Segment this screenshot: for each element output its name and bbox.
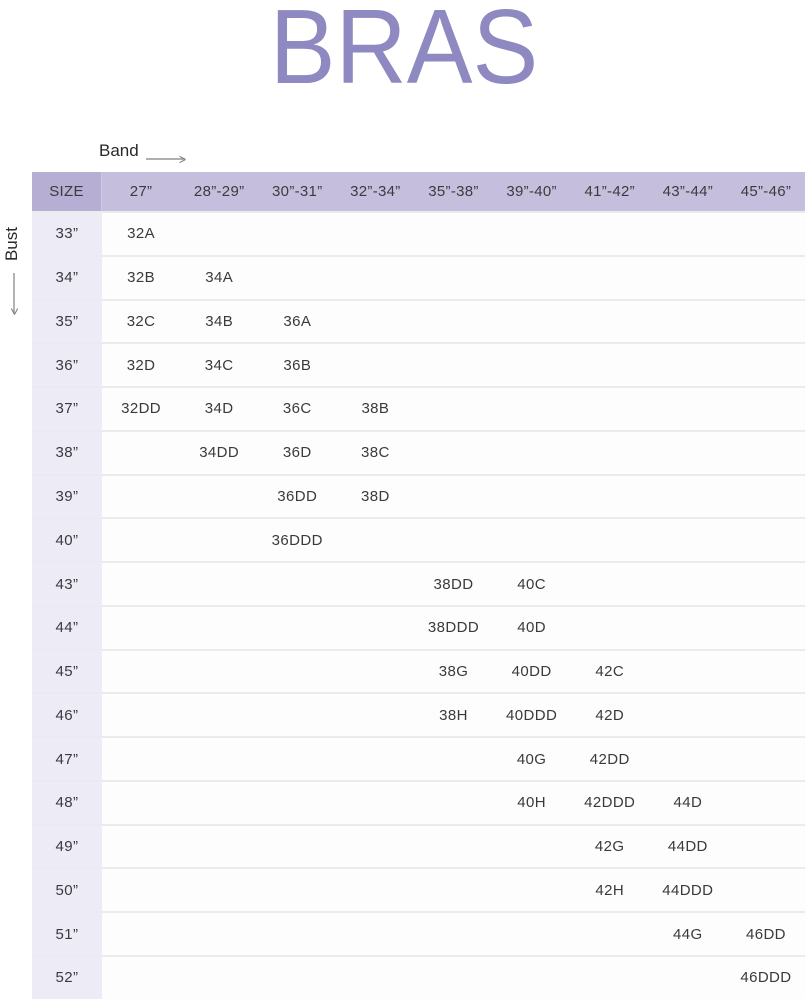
bra-size-cell <box>180 607 258 649</box>
bra-size-cell <box>102 957 180 999</box>
bra-size-cell <box>336 651 414 693</box>
bra-size-cell: 42H <box>571 869 649 911</box>
bra-size-cell <box>571 476 649 518</box>
bra-size-cell <box>336 563 414 605</box>
bra-size-cell <box>336 957 414 999</box>
bra-size-cell: 32B <box>102 257 180 299</box>
bra-size-cell <box>493 957 571 999</box>
table-row <box>32 561 805 605</box>
table-row <box>32 649 805 693</box>
bra-size-cell: 34A <box>180 257 258 299</box>
table-row <box>32 255 805 299</box>
bust-size-label: 45” <box>32 651 102 693</box>
bra-size-cell <box>414 913 492 955</box>
bra-size-cell <box>493 826 571 868</box>
bust-size-label: 35” <box>32 301 102 343</box>
bra-size-cell <box>102 519 180 561</box>
bra-size-cell <box>258 826 336 868</box>
bra-size-cell <box>102 476 180 518</box>
bra-size-cell <box>649 651 727 693</box>
table-row <box>32 386 805 430</box>
bra-size-cell <box>414 388 492 430</box>
bra-size-cell: 36A <box>258 301 336 343</box>
bra-size-cell: 36DD <box>258 476 336 518</box>
bust-size-label: 47” <box>32 738 102 780</box>
bra-size-cell: 44DDD <box>649 869 727 911</box>
bra-size-cell: 40G <box>493 738 571 780</box>
bra-size-cell <box>727 738 805 780</box>
column-header-band-30-31: 30”-31” <box>272 183 323 200</box>
bra-size-cell <box>649 432 727 474</box>
bra-size-cell <box>336 607 414 649</box>
bra-size-cell <box>102 782 180 824</box>
bra-size-cell <box>493 301 571 343</box>
bra-size-cell: 46DD <box>727 913 805 955</box>
table-row <box>32 517 805 561</box>
bra-size-cell <box>571 344 649 386</box>
bra-size-cell <box>336 301 414 343</box>
column-header-band-41-42: 41”-42” <box>584 183 635 200</box>
table-row <box>32 867 805 911</box>
bra-size-cell <box>258 563 336 605</box>
bra-size-cell <box>336 694 414 736</box>
bra-size-cell: 36D <box>258 432 336 474</box>
bra-size-cell: 40DDD <box>493 694 571 736</box>
bra-size-cell <box>102 432 180 474</box>
bra-size-cell: 38G <box>414 651 492 693</box>
bra-size-cell: 38C <box>336 432 414 474</box>
bra-size-cell <box>258 694 336 736</box>
bra-size-cell <box>649 301 727 343</box>
bra-size-cell <box>102 651 180 693</box>
band-axis-label: Band <box>99 141 139 160</box>
bra-size-cell <box>180 563 258 605</box>
bra-size-cell <box>258 257 336 299</box>
bra-size-cell <box>102 869 180 911</box>
bra-size-cell <box>336 869 414 911</box>
bra-size-cell: 34C <box>180 344 258 386</box>
bust-size-label: 48” <box>32 782 102 824</box>
bra-size-cell <box>414 432 492 474</box>
bra-size-table <box>32 172 805 999</box>
bra-size-cell: 36B <box>258 344 336 386</box>
bra-size-cell <box>336 257 414 299</box>
bra-size-cell <box>258 738 336 780</box>
page-title: BRAS <box>269 0 539 106</box>
bust-size-label: 50” <box>32 869 102 911</box>
bra-size-cell <box>649 607 727 649</box>
bra-size-cell <box>102 913 180 955</box>
bust-size-label: 46” <box>32 694 102 736</box>
bra-size-cell <box>493 476 571 518</box>
bra-size-cell <box>414 782 492 824</box>
bra-size-cell <box>102 563 180 605</box>
bust-size-label: 43” <box>32 563 102 605</box>
bra-size-cell <box>414 257 492 299</box>
bra-size-cell <box>258 782 336 824</box>
bra-size-cell: 40H <box>493 782 571 824</box>
bra-size-cell <box>649 388 727 430</box>
table-body <box>32 211 805 999</box>
bra-size-cell <box>727 301 805 343</box>
bra-size-cell <box>493 344 571 386</box>
bust-size-label: 49” <box>32 826 102 868</box>
bra-size-cell <box>258 213 336 255</box>
bra-size-cell <box>258 651 336 693</box>
bra-size-cell <box>180 476 258 518</box>
bra-size-cell <box>180 826 258 868</box>
bust-arrow-down-icon <box>5 273 23 321</box>
bra-size-cell: 38B <box>336 388 414 430</box>
bra-size-cell: 38DD <box>414 563 492 605</box>
bust-size-label: 38” <box>32 432 102 474</box>
bra-size-cell: 36DDD <box>258 519 336 561</box>
table-row <box>32 211 805 255</box>
bra-size-cell <box>336 782 414 824</box>
bra-size-cell <box>180 738 258 780</box>
bra-size-cell <box>336 913 414 955</box>
bust-size-label: 40” <box>32 519 102 561</box>
bra-size-cell <box>258 869 336 911</box>
table-row <box>32 692 805 736</box>
table-row <box>32 824 805 868</box>
bra-size-cell <box>727 388 805 430</box>
bra-size-cell <box>493 257 571 299</box>
bust-size-label: 51” <box>32 913 102 955</box>
bra-size-cell <box>571 301 649 343</box>
bra-size-cell <box>493 913 571 955</box>
bra-size-cell: 32A <box>102 213 180 255</box>
bra-size-cell <box>414 344 492 386</box>
bra-size-cell <box>180 957 258 999</box>
bra-size-cell <box>258 607 336 649</box>
bra-size-cell <box>180 213 258 255</box>
bra-size-cell <box>414 957 492 999</box>
bra-size-cell: 46DDD <box>727 957 805 999</box>
bra-size-cell <box>180 869 258 911</box>
column-header-band-35-38: 35”-38” <box>428 183 479 200</box>
bra-size-cell <box>102 826 180 868</box>
bra-size-cell <box>258 913 336 955</box>
bra-size-cell <box>727 694 805 736</box>
bra-size-cell <box>336 738 414 780</box>
bra-size-cell: 34D <box>180 388 258 430</box>
bra-size-cell: 36C <box>258 388 336 430</box>
bra-size-cell: 42G <box>571 826 649 868</box>
bra-size-cell <box>180 651 258 693</box>
table-row <box>32 474 805 518</box>
bra-size-cell <box>258 957 336 999</box>
bra-size-cell: 40DD <box>493 651 571 693</box>
bra-size-cell <box>414 519 492 561</box>
bra-size-cell: 44G <box>649 913 727 955</box>
bra-size-cell <box>102 694 180 736</box>
bust-size-label: 34” <box>32 257 102 299</box>
bra-size-cell <box>493 388 571 430</box>
bra-size-cell: 38H <box>414 694 492 736</box>
bust-size-label: 52” <box>32 957 102 999</box>
bust-size-label: 36” <box>32 344 102 386</box>
bra-size-cell <box>571 913 649 955</box>
bra-size-cell <box>727 432 805 474</box>
table-row <box>32 605 805 649</box>
bra-size-cell <box>571 957 649 999</box>
bra-size-cell <box>180 913 258 955</box>
bra-size-cell <box>727 651 805 693</box>
bra-size-cell <box>180 519 258 561</box>
column-header-band-39-40: 39”-40” <box>506 183 557 200</box>
table-row <box>32 736 805 780</box>
bra-size-cell <box>571 257 649 299</box>
column-header-band-43-44: 43”-44” <box>662 183 714 200</box>
bust-size-label: 39” <box>32 476 102 518</box>
bra-size-cell <box>571 519 649 561</box>
bra-size-cell: 38D <box>336 476 414 518</box>
bra-size-cell <box>649 344 727 386</box>
bust-size-label: 33” <box>32 213 102 255</box>
bra-size-cell <box>571 432 649 474</box>
bra-size-cell <box>414 826 492 868</box>
bra-size-cell <box>727 826 805 868</box>
bra-size-cell <box>649 519 727 561</box>
bra-size-cell <box>649 476 727 518</box>
bra-size-cell <box>493 869 571 911</box>
bra-size-cell <box>414 476 492 518</box>
table-row <box>32 780 805 824</box>
bra-size-cell <box>727 607 805 649</box>
bra-size-cell: 40D <box>493 607 571 649</box>
bra-size-cell <box>649 213 727 255</box>
bra-size-cell <box>493 519 571 561</box>
bust-size-label: 37” <box>32 388 102 430</box>
table-row <box>32 430 805 474</box>
bra-size-cell <box>571 213 649 255</box>
table-row <box>32 911 805 955</box>
bra-size-cell <box>649 563 727 605</box>
bra-size-cell: 32DD <box>102 388 180 430</box>
bust-axis-label: Bust <box>2 227 21 262</box>
column-header-band-28-29: 28”-29” <box>193 183 245 200</box>
bra-size-cell <box>336 519 414 561</box>
bra-size-cell <box>727 563 805 605</box>
bra-size-cell <box>727 782 805 824</box>
bra-size-cell: 42DD <box>571 738 649 780</box>
table-row <box>32 955 805 999</box>
bra-size-cell <box>102 607 180 649</box>
bra-size-cell <box>727 344 805 386</box>
column-header-band-27: 27” <box>129 183 153 200</box>
bra-size-cell <box>727 869 805 911</box>
bra-size-cell: 32C <box>102 301 180 343</box>
bra-size-cell: 34DD <box>180 432 258 474</box>
bra-size-cell <box>180 694 258 736</box>
column-header-band-32-34: 32”-34” <box>350 183 401 200</box>
bra-size-cell <box>727 213 805 255</box>
bra-size-cell <box>414 301 492 343</box>
table-row <box>32 342 805 386</box>
bra-size-cell <box>180 782 258 824</box>
bra-size-cell <box>727 476 805 518</box>
column-header-size: SIZE <box>32 172 102 211</box>
bra-size-cell: 42D <box>571 694 649 736</box>
column-header-band-45-46: 45”-46” <box>740 183 792 200</box>
bra-size-cell <box>727 257 805 299</box>
bra-size-cell: 34B <box>180 301 258 343</box>
bra-size-cell: 32D <box>102 344 180 386</box>
bra-size-cell <box>649 738 727 780</box>
bra-size-cell <box>571 388 649 430</box>
bra-size-cell <box>649 257 727 299</box>
bra-size-cell <box>493 432 571 474</box>
bra-size-cell <box>493 213 571 255</box>
bra-size-cell <box>571 563 649 605</box>
bra-size-cell: 42DDD <box>571 782 649 824</box>
bra-size-cell <box>414 869 492 911</box>
bra-size-cell: 38DDD <box>414 607 492 649</box>
bra-size-cell <box>571 607 649 649</box>
bra-size-cell: 44DD <box>649 826 727 868</box>
bra-size-cell <box>649 957 727 999</box>
bra-size-cell <box>336 826 414 868</box>
table-header-row <box>32 172 805 211</box>
table-row <box>32 299 805 343</box>
bra-size-cell <box>336 213 414 255</box>
bust-size-label: 44” <box>32 607 102 649</box>
bra-size-cell <box>414 213 492 255</box>
bra-size-cell <box>102 738 180 780</box>
bra-size-cell <box>414 738 492 780</box>
bra-size-cell: 42C <box>571 651 649 693</box>
band-arrow-right-icon <box>146 150 192 168</box>
bra-size-cell: 44D <box>649 782 727 824</box>
bra-size-cell: 40C <box>493 563 571 605</box>
bra-size-cell <box>649 694 727 736</box>
bra-size-cell <box>727 519 805 561</box>
bra-size-cell <box>336 344 414 386</box>
